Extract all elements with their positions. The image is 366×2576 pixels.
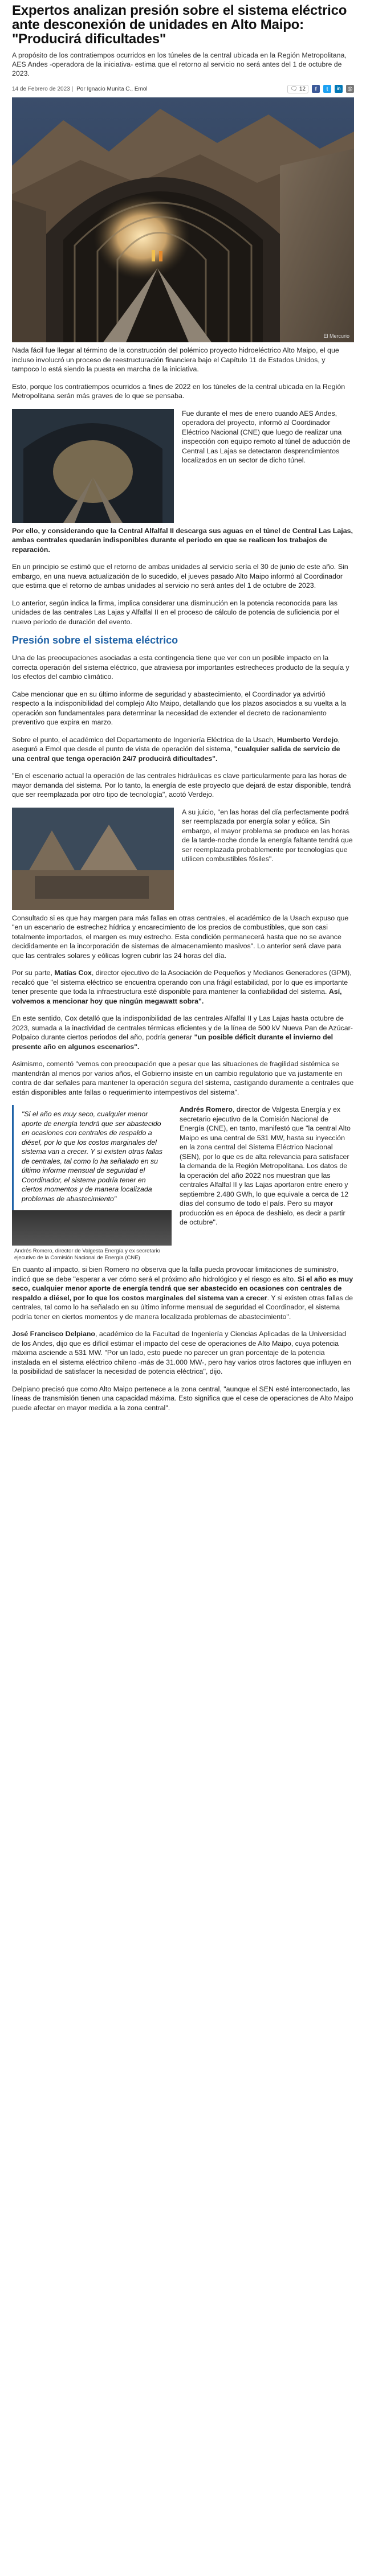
quote-block [12,1105,354,1265]
paragraph: A su juicio, "en las horas del día perfectamente podrá ser reemplazada por energía solar y eólica. Sin embargo, el mayor problema se produce en las horas de la tarde-noche donde la energía faltante tendrá que ser reemplazada probablemente por tecnologías que utilicen combustibles fósiles". [182,808,353,863]
inset-photo-1 [12,409,174,523]
paragraph: Una de las preocupaciones asociadas a esta contingencia tiene que ver con un posible impacto en la correcta operación del sistema eléctrico, que atraviesa por importantes estrecheces producto de la sequía y los efectos del cambio climático. [12,654,349,681]
paragraph: Nada fácil fue llegar al término de la construcción del polémico proyecto hidroeléctrico Alto Maipo, el que incluso involucró un proceso de reestructuración financiera bajo el Capítulo 11 de Estados Unidos, y tampoco lo está siendo la puesta en marcha de la iniciativa. [12,346,339,373]
paragraph: Delpiano precisó que como Alto Maipo pertenece a la zona central, "aunque el SEN esté interconectado, las líneas de transmisión tienen una capacidad máxima. Esto significa que el cese de operaciones de Alto Maipo puede afectar en mayor medida a la zona central". [12,1385,353,1412]
article-date: 14 de Febrero de 2023 | [12,85,74,92]
section-heading: Presión sobre el sistema eléctrico [12,634,178,646]
linkedin-icon[interactable]: in [335,85,343,93]
quote-photo [12,1210,172,1246]
inset-photo-2 [12,808,174,910]
article-lead: A propósito de los contratiempos ocurridos en los túneles de la central ubicada en la Región Metropolitana, AES Andes -operadora de la iniciativa- estima que el retorno al servicio no será antes del 1 de octubre de 2023. [12,51,347,77]
paragraph: Consultado si es que hay margen para más fallas en otras centrales, el académico de la Usach expuso que "en un escenario de estrechez hídrica y encarecimiento de los precios de combustibles, que son casi totalmente importados, el margen es muy estrecho. Esta condición permanecerá hasta que no se avance decididamente en la incorporación de sistemas de almacenamiento masivos". Lo anterior será clave para que las centrales solares y eólicas logren cubrir las 24 horas del día. [12,914,349,960]
quote-text: "Si el año es muy seco, cualquier menor aporte de energía tendrá que ser abastecido en ocasiones con centrales de respaldo a diésel, por lo que los costos marginales del sistema van a crecer. Y si existen otras fallas de centrales, tal como lo ha señalado en su último informe mensual de seguridad el Coordinador, el sistema podría tener en ciertos momentos y de manera localizada problemas de abastecimiento" [12,1105,172,1210]
paragraph: Sobre el punto, el académico del Departamento de Ingeniería Eléctrica de la Usach, Humberto Verdejo, aseguró a Emol que desde el punto de vista de operación del sistema, "cualquier salida de servicio de una central que tenga operación 24/7 producirá dificultades". [12,735,340,763]
comments-button[interactable] [287,85,308,93]
pull-quote [12,1105,172,1262]
paragraph: Cabe mencionar que en su último informe de seguridad y abastecimiento, el Coordinador ya advirtió respecto a la indisponibilidad del complejo Alto Maipo, detallando que los plazos asociados a su vuelta a la operación son fundamentales para determinar la necesidad de extender el decreto de racionamiento preventivo que expira en marzo. [12,690,347,726]
article-page [12,0,354,1412]
float-block-1 [12,409,354,555]
quote-caption: Andrés Romero, director de Valgesta Energía y ex secretario ejecutivo de la Comisión Nacional de Energía (CNE) [14,1248,160,1261]
paragraph: Esto, porque los contratiempos ocurridos a fines de 2022 en los túneles de la central ubicada en la Región Metropolitana serán más graves de lo que se pensaba. [12,382,345,400]
comment-icon: 🗨 [290,85,298,92]
paragraph: "En el escenario actual la operación de las centrales hidráulicas es clave particularmente para las horas de mayor demanda del sistema. Por lo tanto, la energía de este proyecto que dejará de estar disponible, tendrá que ser reemplazada por otro tipo de tecnología", acotó Verdejo. [12,772,351,798]
photo-credit: El Mercurio [323,333,349,339]
paragraph-bold: Por ello, y considerando que la Central Alfalfal II descarga sus aguas en el túnel de Central Las Lajas, ambas centrales quedarán indisponibles durante el periodo en que se realicen los trabajos de reparación. [12,526,353,554]
paragraph: Andrés Romero, director de Valgesta Energía y ex secretario ejecutivo de la Comisión Nacional de Energía (CNE), en tanto, manifestó que "la central Alto Maipo es una central de 531 MW, hasta su inyección en la zona central del Sistema Eléctrico Nacional (SEN), por lo que es de alta relevancia para satisfacer la demanda de la Región Metropolitana. Los datos de la operación del año 2022 nos muestran que las centrales Alfalfal II y las Lajas aportaron entre enero y septiembre 2.480 GWh, lo que equivale a cerca de 12 días del consumo de todo el país. Pero su mayor producción es en época de deshielo, es decir a partir de octubre". [180,1105,351,1226]
hero-image [12,97,354,342]
paragraph: José Francisco Delpiano, académico de la Facultad de Ingeniería y Ciencias Aplicadas de la Universidad de los Andes, dijo que es difícil estimar el impacto del cese de operaciones de Alto Maipo, cuya potencia máxima asciende a 531 MW. "Por un lado, esto puede no parecer un gran porcentaje de la potencia instalada en el sistema eléctrico chileno -más de 31.000 MW-, pero hay varios otros factores que influyen en la posibilidad de satisfacer la necesidad de potencia eléctrica", dijo. [12,1330,351,1375]
paragraph: Asimismo, comentó "vemos con preocupación que a pesar que las situaciones de fragilidad sistémica se mantendrán al menos por varios años, el Gobierno insiste en un cambio regulatorio que va justamente en contra de dar señales para mantener la operación segura del sistema, castigando duramente a centrales que están disponibles ante fallas o requerimiento intempestivos del sistema". [12,1060,354,1096]
twitter-icon[interactable]: t [323,85,331,93]
inset-image-1 [12,409,174,523]
inset-image-2 [12,808,174,910]
paragraph: En este sentido, Cox detalló que la indisponibilidad de las centrales Alfalfal II y Las Lajas hasta octubre de 2023, sumada a la inactividad de centrales térmicas eficientes y de la línea de 500 kV Nueva Pan de Azúcar-Polpaico durante ciertos periodos del año, podría generar "un posible déficit durante el invierno del presente año en algunos escenarios". [12,1014,353,1051]
float-block-2 [12,808,354,914]
tunnel-photo [12,97,354,342]
comments-count: 12 [299,85,306,92]
email-icon[interactable]: @ [346,85,354,93]
article-title: Expertos analizan presión sobre el sistema eléctrico ante desconexión de unidades en Alto Maipo: "Producirá dificultades" [12,3,347,47]
paragraph: Lo anterior, según indica la firma, implica considerar una disminución en la potencia reconocida para las unidades de las centrales Las Lajas y Alfalfal II en el proceso de cálculo de potencia de suficiencia por el nuevo periodo de duración del evento. [12,599,340,626]
paragraph: Por su parte, Matías Cox, director ejecutivo de la Asociación de Pequeños y Medianos Generadores (GPM), recalcó que "el sistema eléctrico se encuentra operando con una frágil estabilidad, por lo que es importante tener presente que toda la infraestructura esté disponible para mantener la confiabilidad del sistema. Así, volvemos a mencionar hoy que ningún megawatt sobra". [12,969,352,1005]
facebook-icon[interactable]: f [312,85,320,93]
paragraph: Fue durante el mes de enero cuando AES Andes, operadora del proyecto, informó al Coordinador Eléctrico Nacional (CNE) que luego de realizar una inspección con equipo remoto al túnel de aducción de Central Las Lajas se detectaron desprendimientos localizados en un sector de dicho túnel. [182,409,351,464]
article-author[interactable]: Por Ignacio Munita C., Emol [76,85,148,92]
article-meta [12,84,354,94]
paragraph: En un principio se estimó que el retorno de ambas unidades al servicio sería el 30 de junio de este año. Sin embargo, en una nueva actualización de lo sucedido, el jueves pasado Alto Maipo informó al Coordinador que estima que el retorno de ambas unidades al servicio no será antes del 1 de octubre de 2023. [12,563,348,589]
paragraph: En cuanto al impacto, si bien Romero no observa que la falla pueda provocar limitaciones de suministro, indicó que se debe "esperar a ver cómo será el próximo año hidrológico y el riesgo es alto. Si el año es muy seco, cualquier menor aporte de energía tendrá que ser abastecido en ocasiones con centrales de respaldo a diésel, por lo que los costos marginales del sistema van a crecer. Y si existen otras fallas de centrales, tal como lo ha señalado en su último informe mensual de seguridad el Coordinador, el sistema podría tener en ciertos momentos y de manera localizada problemas de abastecimiento". [12,1266,353,1321]
